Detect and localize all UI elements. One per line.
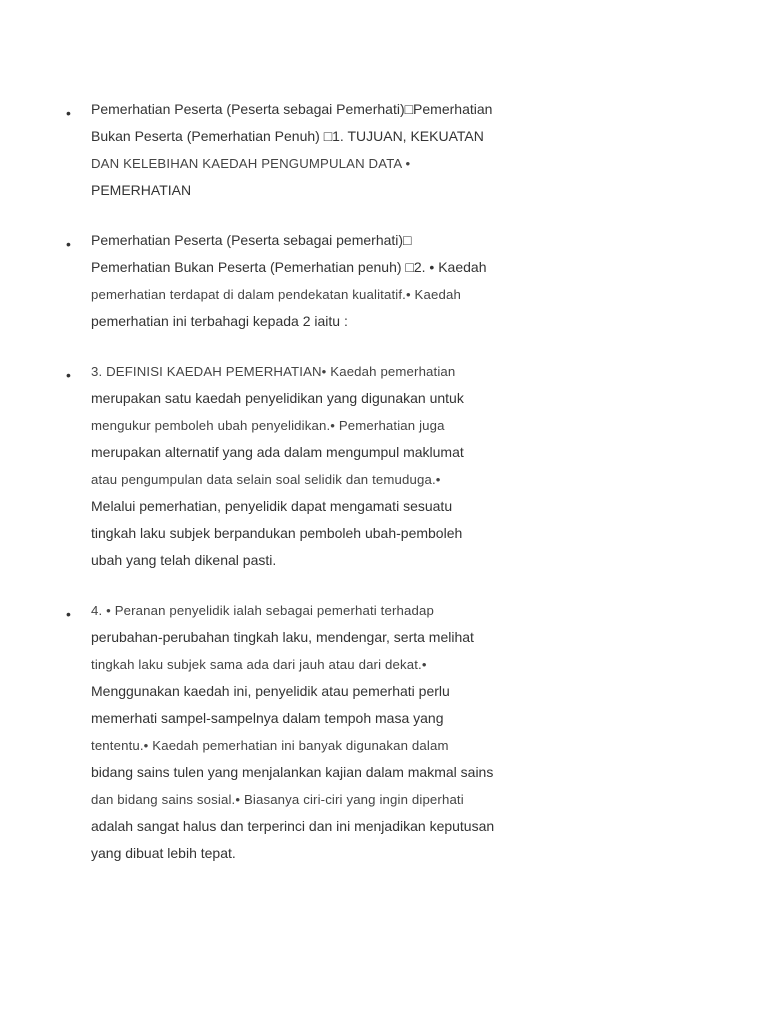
paragraph-line: memerhati sampel-sampelnya dalam tempoh masa yang <box>91 710 444 726</box>
bullet-marker: • <box>66 606 71 622</box>
paragraph-line: pemerhatian ini terbahagi kepada 2 iaitu : <box>91 313 348 329</box>
paragraph-line: tingkah laku subjek sama ada dari jauh atau dari dekat.• <box>91 657 427 672</box>
paragraph-line: Pemerhatian Bukan Peserta (Pemerhatian penuh) □2. • Kaedah <box>91 259 487 275</box>
paragraph-line: adalah sangat halus dan terperinci dan ini menjadikan keputusan <box>91 818 495 834</box>
paragraph-line: dan bidang sains sosial.• Biasanya ciri-ciri yang ingin diperhati <box>91 792 464 807</box>
paragraph-line: Pemerhatian Peserta (Peserta sebagai Pemerhati)□Pemerhatian <box>91 101 493 117</box>
paragraph-line: Menggunakan kaedah ini, penyelidik atau pemerhati perlu <box>91 683 450 699</box>
paragraph-line: 3. DEFINISI KAEDAH PEMERHATIAN• Kaedah pemerhatian <box>91 364 456 379</box>
paragraph-line: PEMERHATIAN <box>91 182 192 198</box>
list-item <box>0 96 501 204</box>
paragraph-line: atau pengumpulan data selain soal selidik dan temuduga.• <box>91 472 441 487</box>
paragraph-line: perubahan-perubahan tingkah laku, mendengar, serta melihat <box>91 629 474 645</box>
list-item <box>0 227 501 335</box>
paragraph-line: mengukur pemboleh ubah penyelidikan.• Pemerhatian juga <box>91 418 445 433</box>
paragraph-line: Pemerhatian Peserta (Peserta sebagai pemerhati)□ <box>91 232 412 248</box>
paragraph-line: yang dibuat lebih tepat. <box>91 845 236 861</box>
paragraph-line: ubah yang telah dikenal pasti. <box>91 552 277 568</box>
paragraph-line: tententu.• Kaedah pemerhatian ini banyak digunakan dalam <box>91 738 449 753</box>
document-page <box>0 96 768 890</box>
paragraph-line: DAN KELEBIHAN KAEDAH PENGUMPULAN DATA • <box>91 156 411 171</box>
bullet-marker: • <box>66 236 71 252</box>
paragraph-line: 4. • Peranan penyelidik ialah sebagai pemerhati terhadap <box>91 603 434 618</box>
bullet-marker: • <box>66 105 71 121</box>
list-item <box>0 597 501 867</box>
paragraph-line: merupakan alternatif yang ada dalam mengumpul maklumat <box>91 444 464 460</box>
paragraph-line: Melalui pemerhatian, penyelidik dapat mengamati sesuatu <box>91 498 453 514</box>
bullet-marker: • <box>66 367 71 383</box>
paragraph-line: tingkah laku subjek berpandukan pemboleh ubah-pemboleh <box>91 525 463 541</box>
paragraph-line: pemerhatian terdapat di dalam pendekatan kualitatif.• Kaedah <box>91 287 461 302</box>
paragraph-line: merupakan satu kaedah penyelidikan yang digunakan untuk <box>91 390 464 406</box>
list-item <box>0 358 501 574</box>
paragraph-line: bidang sains tulen yang menjalankan kajian dalam makmal sains <box>91 764 494 780</box>
paragraph-line: Bukan Peserta (Pemerhatian Penuh) □1. TUJUAN, KEKUATAN <box>91 128 484 144</box>
bullet-list <box>0 96 768 867</box>
